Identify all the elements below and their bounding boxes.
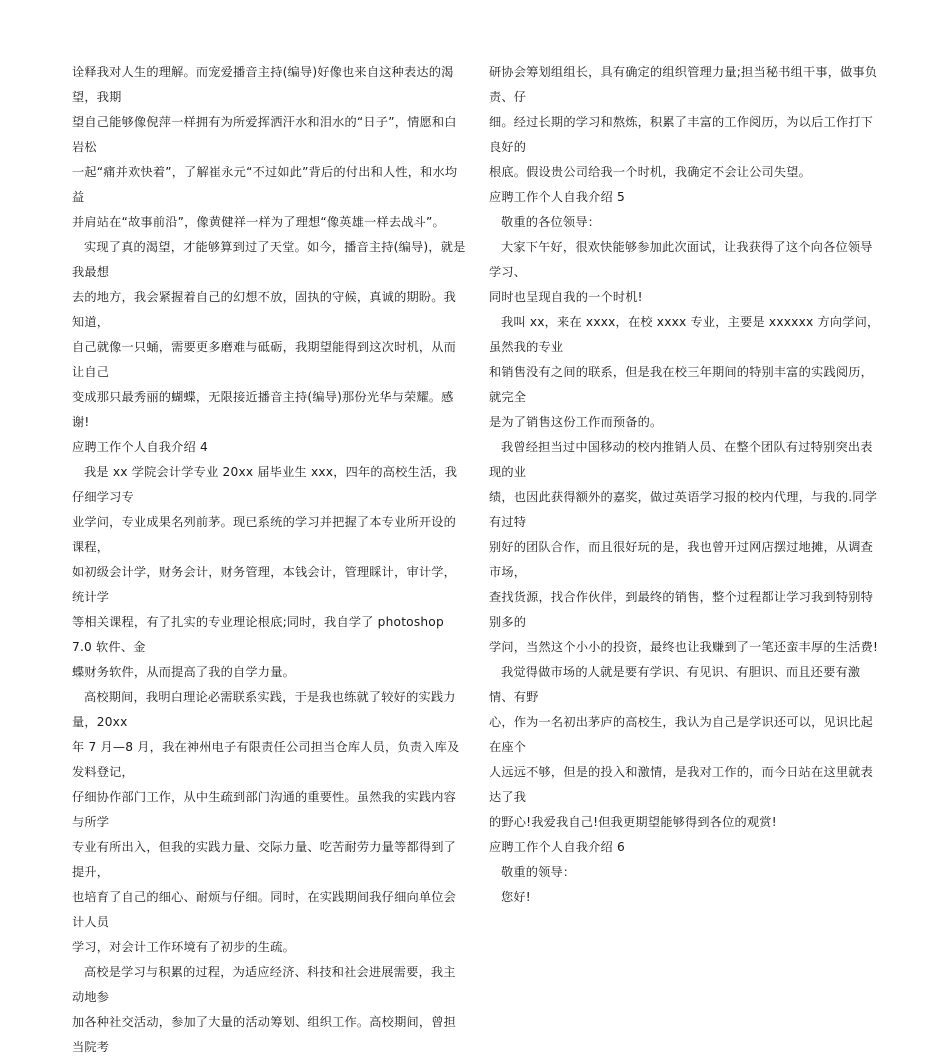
section-heading: 应聘工作个人自我介绍 6 xyxy=(489,840,625,854)
text-line: 也培育了自己的细心、耐烦与仔细。同时，在实践期间我仔细向单位会计人员 xyxy=(72,890,457,929)
text-line: 并肩站在“故事前沿”，像黄健祥一样为了理想“像英雄一样去战斗”。 xyxy=(72,215,445,229)
text-line: 绩，也因此获得额外的嘉奖，做过英语学习报的校内代理，与我的.同学有过特 xyxy=(489,490,878,529)
paragraph-first-line: 敬重的各位领导： xyxy=(501,215,601,229)
paragraph-first-line: 我是 xx 学院会计学专业 20xx 届毕业生 xxx，四年的高校生活，我仔细学习专 xyxy=(72,465,458,504)
left-text-column xyxy=(72,60,467,1060)
text-line: 查找货源，找合作伙伴，到最终的销售，整个过程都让学习我到特别特别多的 xyxy=(489,590,874,629)
section-heading: 应聘工作个人自我介绍 4 xyxy=(72,440,208,454)
text-line: 仔细协作部门工作，从中生疏到部门沟通的重要性。虽然我的实践内容与所学 xyxy=(72,790,457,829)
text-line: 研协会筹划组组长，具有确定的组织管理力量;担当秘书组干事，做事负责、仔 xyxy=(489,65,878,104)
text-line: 根底。假设贵公司给我一个时机，我确定不会让公司失望。 xyxy=(489,165,812,179)
paragraph-first-line: 您好! xyxy=(501,890,531,904)
text-line: 细。经过长期的学习和熬炼，积累了丰富的工作阅历，为以后工作打下良好的 xyxy=(489,115,874,154)
text-line: 去的地方，我会紧握着自己的幻想不放，固执的守候，真诚的期盼。我知道， xyxy=(72,290,457,329)
text-line: 自己就像一只蛹，需要更多磨难与砥砺，我期望能得到这次时机，从而让自己 xyxy=(72,340,457,379)
paragraph-first-line: 高校期间，我明白理论必需联系实践，于是我也练就了较好的实践力量，20xx xyxy=(72,690,456,729)
paragraph-first-line: 高校是学习与积累的过程，为适应经济、科技和社会进展需要，我主动地参 xyxy=(72,965,456,1004)
paragraph-first-line: 大家下午好，很欢快能够参加此次面试，让我获得了这个向各位领导学习、 xyxy=(489,240,873,279)
text-line: 年 7 月—8 月，我在神州电子有限责任公司担当仓库人员，负责入库及发料登记， xyxy=(72,740,460,779)
paragraph-first-line: 我曾经担当过中国移动的校内推销人员、在整个团队有过特别突出表现的业 xyxy=(489,440,873,479)
paragraph-first-line: 我觉得做市场的人就是要有学识、有见识、有胆识、而且还要有激情、有野 xyxy=(489,665,861,704)
text-line: 是为了销售这份工作而预备的。 xyxy=(489,415,663,429)
section-heading: 应聘工作个人自我介绍 5 xyxy=(489,190,625,204)
text-line: 一起“痛并欢快着”，了解崔永元“不过如此”背后的付出和人性，和水均益 xyxy=(72,165,458,204)
paragraph-first-line: 敬重的领导： xyxy=(501,865,576,879)
paragraph-first-line: 实现了真的渴望，才能够算到过了天堂。如今，播音主持(编导)，就是我最想 xyxy=(72,240,466,279)
text-line: 同时也呈现自我的一个时机! xyxy=(489,290,643,304)
text-line: 蝶财务软件，从而提高了我的自学力量。 xyxy=(72,665,295,679)
text-line: 诠释我对人生的理解。而宠爱播音主持(编导)好像也来自这种表达的渴望，我期 xyxy=(72,65,454,104)
text-line: 人远远不够，但是的投入和激情，是我对工作的，而今日站在这里就表达了我 xyxy=(489,765,874,804)
text-line: 心，作为一名初出茅庐的高校生，我认为自己是学识还可以，见识比起在座个 xyxy=(489,715,874,754)
text-line: 学习，对会计工作环境有了初步的生疏。 xyxy=(72,940,295,954)
text-line: 和销售没有之间的联系，但是我在校三年期间的特别丰富的实践阅历，就完全 xyxy=(489,365,874,404)
text-line: 业学问，专业成果名列前茅。现已系统的学习并把握了本专业所开设的课程， xyxy=(72,515,457,554)
text-line: 加各种社交活动，参加了大量的活动筹划、组织工作。高校期间，曾担当院考 xyxy=(72,1015,457,1054)
text-line: 等相关课程，有了扎实的专业理论根底;同时，我自学了 photoshop 7.0 软件、金 xyxy=(72,615,444,654)
paragraph-first-line: 我叫 xx，来在 xxxx，在校 xxxx 专业，主要是 xxxxxx 方向学问，虽然我的专业 xyxy=(489,315,880,354)
text-line: 别好的团队合作，而且很好玩的是，我也曾开过网店摆过地摊，从调查市场， xyxy=(489,540,874,579)
text-line: 的野心!我爱我自己!但我更期望能够得到各位的观赏! xyxy=(489,815,777,829)
text-line: 变成那只最秀丽的蝴蝶，无限接近播音主持(编导)那份光华与荣耀。感谢! xyxy=(72,390,454,429)
text-line: 如初级会计学，财务会计，财务管理，本钱会计，管理睬计，审计学，统计学 xyxy=(72,565,457,604)
text-line: 专业有所出入，但我的实践力量、交际力量、吃苦耐劳力量等都得到了提升， xyxy=(72,840,457,879)
text-line: 望自己能够像倪萍一样拥有为所爱挥洒汗水和泪水的“日子”，情愿和白岩松 xyxy=(72,115,457,154)
right-text-column xyxy=(489,60,881,910)
text-line: 学问，当然这个小小的投资，最终也让我赚到了一笔还蛮丰厚的生活费! xyxy=(489,640,879,654)
